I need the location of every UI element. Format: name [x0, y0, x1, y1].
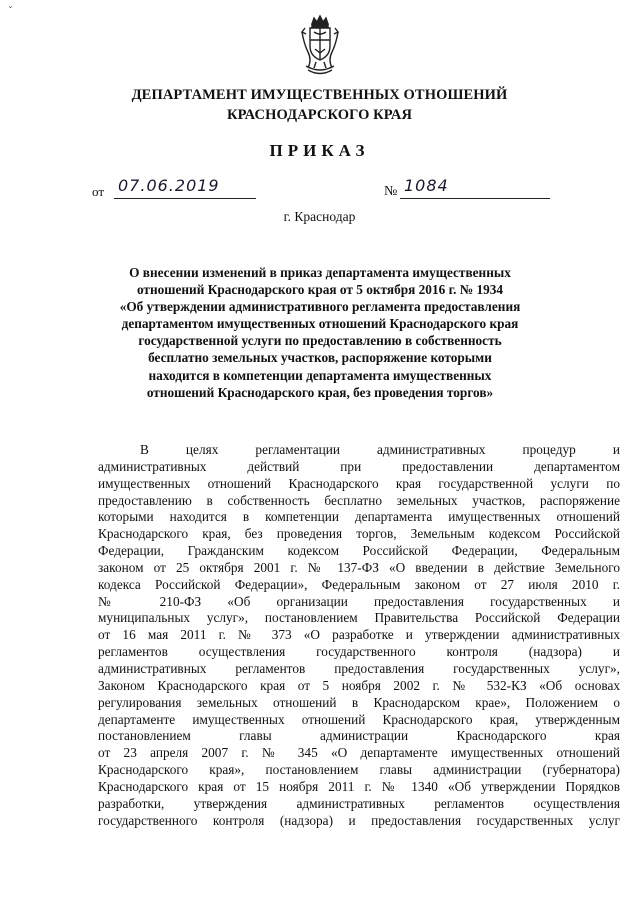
- body-line: Федерации, Гражданским кодексом Российской Федерации, Федеральным: [98, 543, 620, 559]
- body-line: Краснодарского края от 15 ноября 2011 г. № 1340 «Об утверждении Порядков: [98, 778, 620, 794]
- number-underline: [400, 198, 550, 199]
- body-line: государственного контроля (надзора) и предоставления государственных услуг: [98, 812, 620, 828]
- body-line: муниципальных услуг», постановлением Правительства Российской Федерации: [98, 610, 620, 626]
- subject-line: бесплатно земельных участков, распоряжение которыми: [148, 350, 492, 366]
- subject-line: департаментом имущественных отношений Краснодарского края: [121, 316, 519, 332]
- subject-line: О внесении изменений в приказ департамента имущественных: [129, 265, 511, 280]
- body-line: административных действий при предоставлении департаментом: [98, 458, 620, 474]
- number-label: №: [384, 184, 398, 199]
- body-line: Краснодарского края», постановлением главы администрации (губернатора): [98, 762, 620, 778]
- department-name-line2: КРАСНОДАРСКОГО КРАЯ: [226, 107, 413, 123]
- body-line: Законом Краснодарского края от 5 ноября 2002 г. № 532-КЗ «Об основах: [98, 677, 620, 693]
- body-line: от 23 апреля 2007 г. № 345 «О департаменте имущественных отношений: [98, 745, 620, 761]
- subject-line: «Об утверждении административного регламента предоставления: [119, 299, 521, 315]
- date-label: от: [92, 184, 105, 199]
- city-line: г. Краснодар: [283, 209, 356, 224]
- body-line: регулирования земельных отношений в Краснодарском крае», Положением о: [98, 694, 620, 710]
- body-line: регламентов осуществления государственного контроля (надзора) и: [98, 644, 620, 660]
- body-line: департаменте имущественных отношений Краснодарского края, утвержденным: [98, 711, 620, 727]
- body-line: В целях регламентации административных процедур и: [140, 442, 620, 457]
- body-line: имущественных отношений Краснодарского края государственной услуги по: [98, 475, 620, 491]
- body-line: постановлением главы администрации Краснодарского края: [98, 728, 620, 744]
- body-line: законом от 25 октября 2001 г. № 137-ФЗ «О введении в действие Земельного: [98, 559, 620, 575]
- order-subject: [110, 264, 530, 401]
- date-underline: [114, 198, 256, 199]
- body-line: № 210-ФЗ «Об организации предоставления государственных и: [98, 593, 620, 609]
- body-line: Краснодарского края, без проведения торгов, Земельным кодексом Российской: [98, 526, 620, 542]
- department-name-line1: ДЕПАРТАМЕНТ ИМУЩЕСТВЕННЫХ ОТНОШЕНИЙ: [131, 87, 508, 103]
- order-body: [98, 442, 620, 829]
- corner-tick-mark: ˇ: [8, 6, 13, 17]
- subject-line: находится в компетенции департамента имущественных: [148, 367, 492, 383]
- subject-line: государственной услуги по предоставлению в собственность: [138, 333, 502, 349]
- subject-line: отношений Краснодарского края от 5 октября 2016 г. № 1934: [136, 282, 504, 298]
- body-line: административных регламентов предоставления государственных услуг»,: [98, 660, 620, 676]
- subject-line: отношений Краснодарского края, без проведения торгов»: [146, 384, 494, 400]
- body-line: от 16 мая 2011 г. № 373 «О разработке и утверждении административных: [98, 627, 620, 643]
- handwritten-number: 1084: [404, 176, 449, 195]
- coat-of-arms-icon: [296, 14, 344, 78]
- body-line: кодекса Российской Федерации», Федеральным законом от 27 июля 2010 г.: [98, 576, 620, 592]
- body-line: предоставлению в собственность бесплатно земельных участков, распоряжение: [98, 492, 620, 508]
- body-line: разработки, утверждения административных регламентов осуществления: [98, 795, 620, 811]
- document-type-title: ПРИКАЗ: [269, 141, 370, 160]
- handwritten-date: 07.06.2019: [118, 176, 220, 195]
- body-line: которыми находится в компетенции департамента имущественных отношений: [98, 509, 620, 525]
